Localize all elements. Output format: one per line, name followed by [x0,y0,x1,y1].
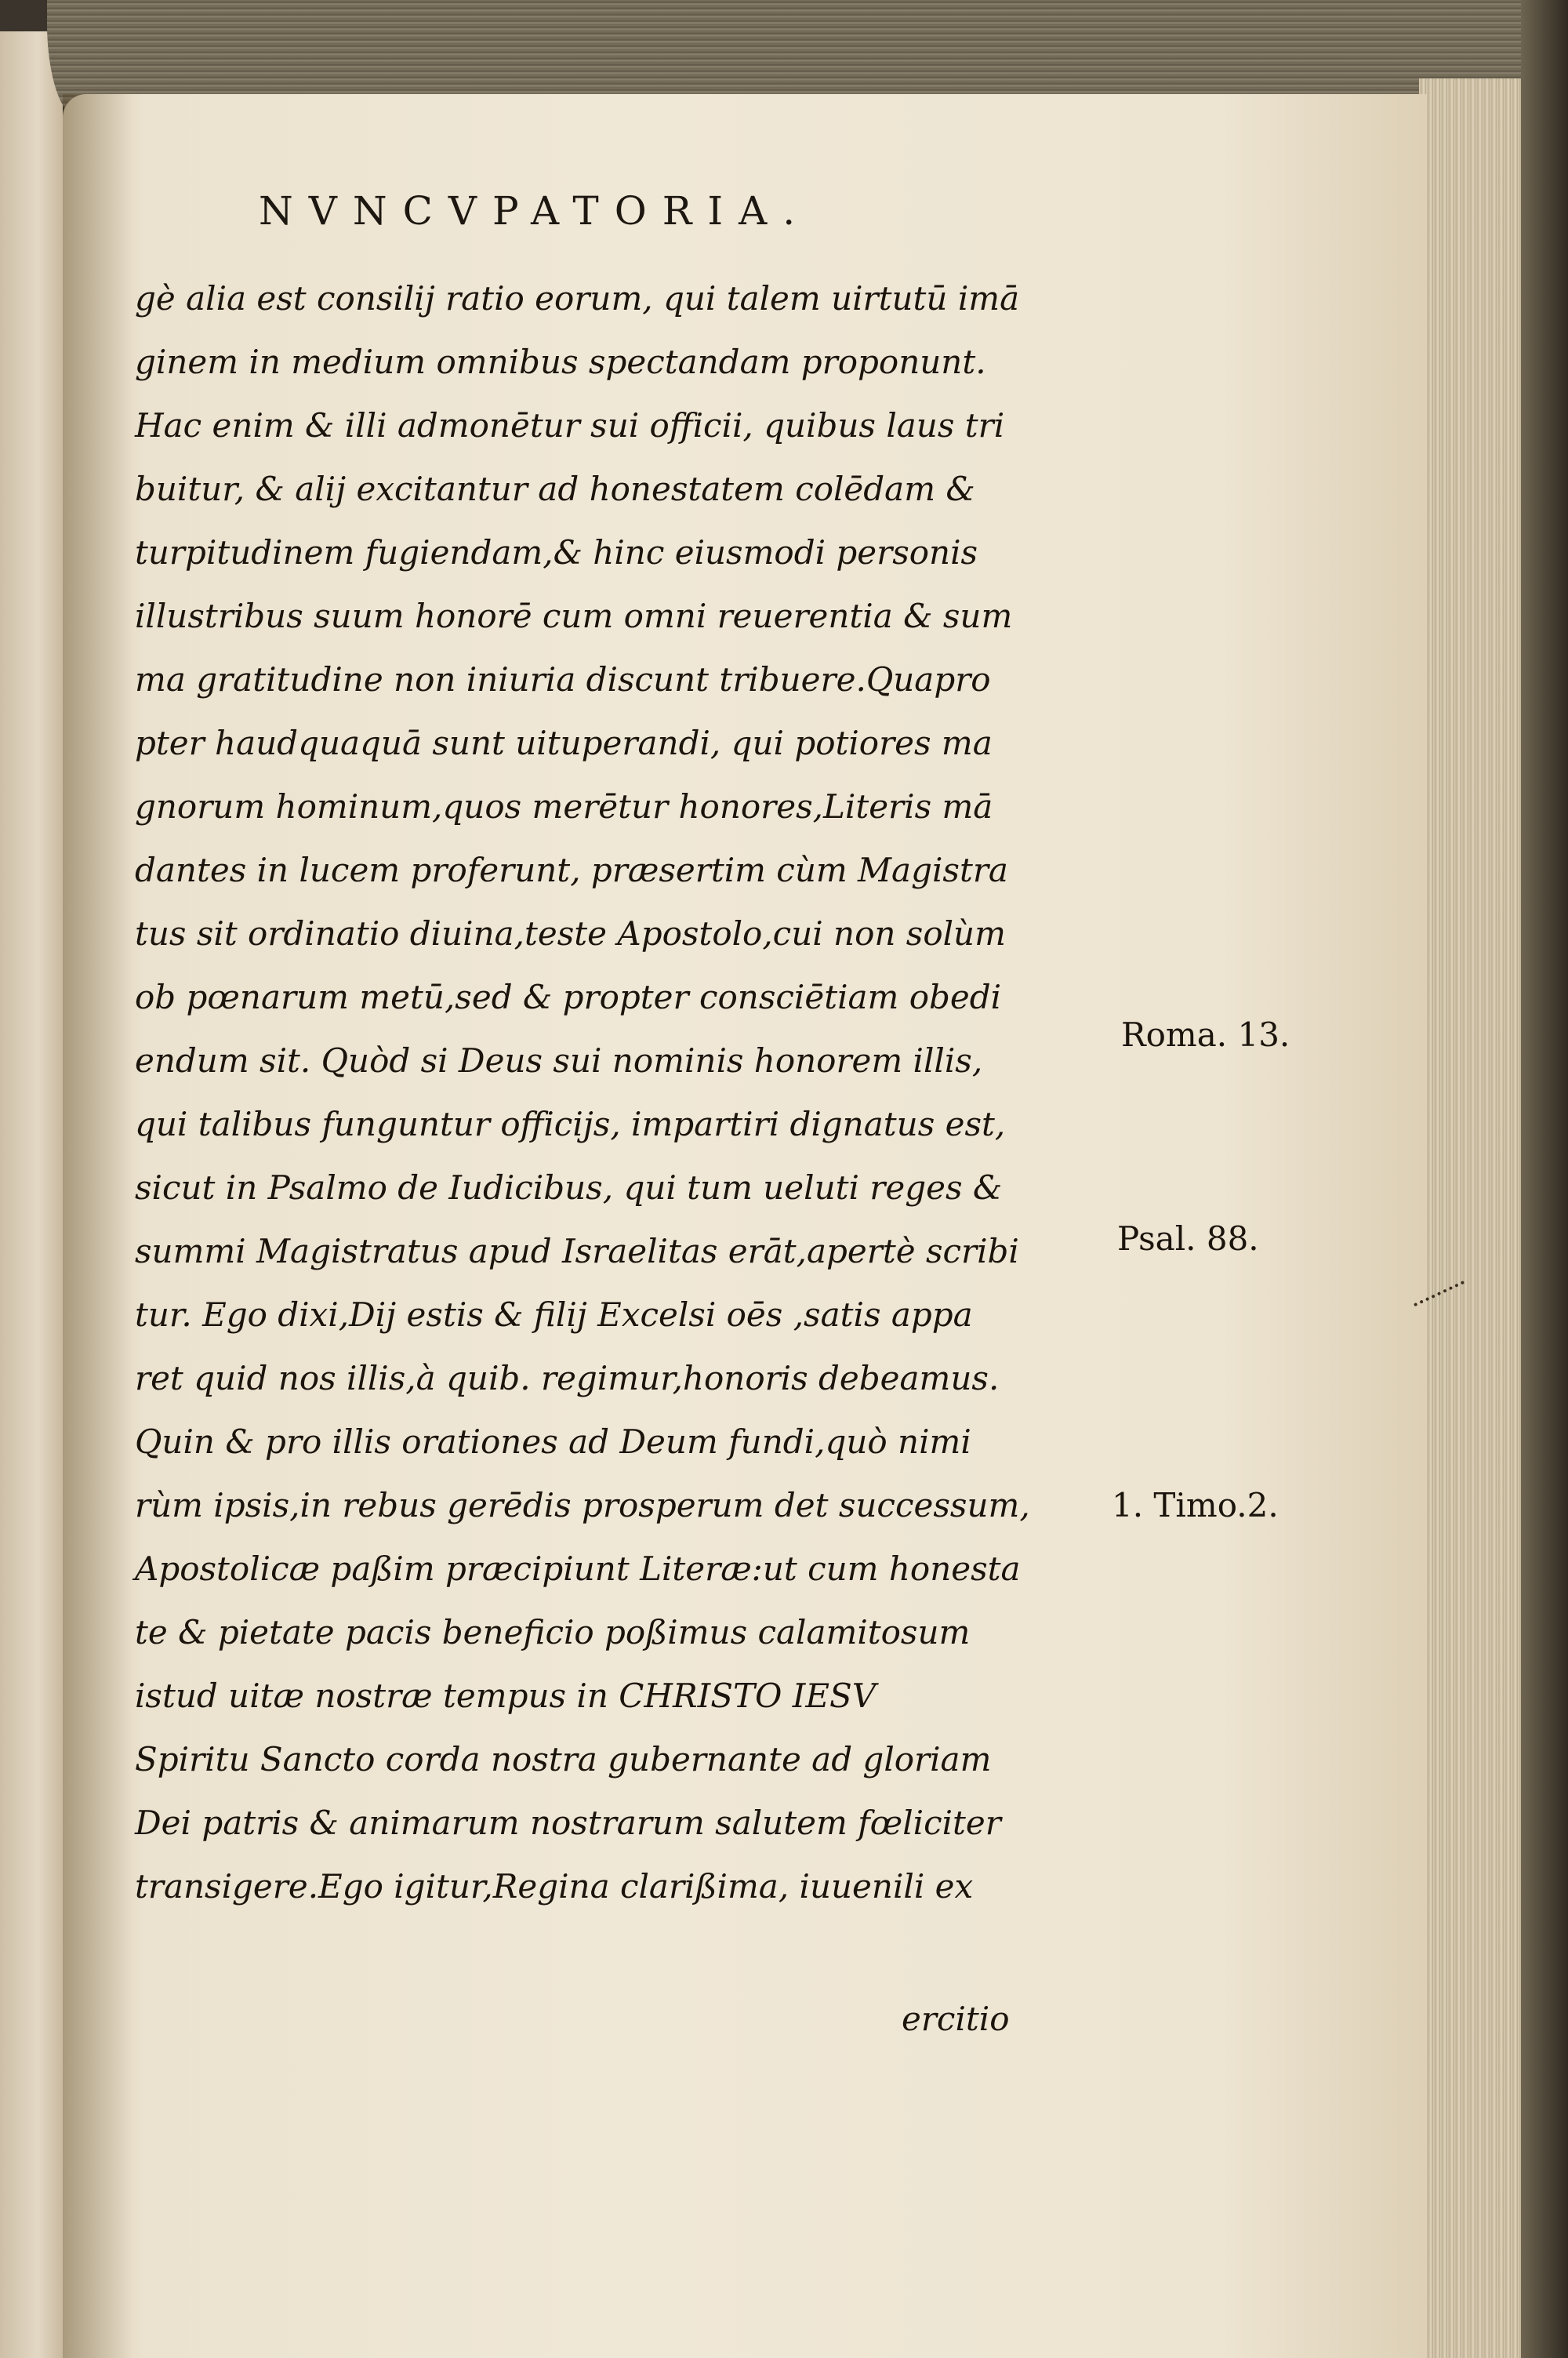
catchword: ercitio [902,2000,1010,2038]
text-line: istud uitæ nostræ tempus in CHRISTO IESV [135,1677,877,1715]
text-line: ret quid nos illis,à quib. regimur,honoris debeamus. [135,1359,1000,1397]
text-line: ginem in medium omnibus spectandam proponunt. [135,343,986,381]
text-line: Spiritu Sancto corda nostra gubernante ad gloriam [135,1740,992,1778]
book-cover-edge [1521,0,1568,2358]
text-line: ob pœnarum metū,sed & propter consciētiam obedi [135,978,1002,1016]
text-line: summi Magistratus apud Israelitas erāt,apertè scribi [135,1232,1019,1270]
text-line: rùm ipsis,in rebus gerēdis prosperum det successum, [135,1486,1030,1524]
text-line: Hac enim & illi admonētur sui officii, quibus laus tri [135,406,1005,445]
running-head: NVNCVPATORIA. [259,188,811,234]
text-line: ma gratitudine non iniuria discunt tribuere.Quapro [135,660,991,699]
text-line: illustribus suum honorē cum omni reuerentia & sum [135,597,1013,635]
text-line: transigere.Ego igitur,Regina clarißima, iuuenili ex [135,1867,974,1906]
text-line: turpitudinem fugiendam,& hinc eiusmodi personis [135,533,978,572]
text-line: te & pietate pacis beneficio poßimus calamitosum [135,1613,971,1651]
text-line: tur. Ego dixi,Dij estis & filij Excelsi oēs ,satis appa [135,1295,973,1334]
text-line: Apostolicæ paßim præcipiunt Literæ:ut cum honesta [135,1550,1021,1588]
text-line: endum sit. Quòd si Deus sui nominis honorem illis, [135,1041,983,1080]
margin-note-romans: Roma. 13. [1121,1016,1290,1054]
gutter-shadow [63,94,133,2358]
text-line: Quin & pro illis orationes ad Deum fundi,quò nimi [135,1422,971,1461]
text-line: pter haudquaquā sunt uituperandi, qui potiores ma [135,724,993,762]
text-line: qui talibus funguntur officijs, impartiri dignatus est, [135,1105,1006,1143]
margin-note-timothy: 1. Timo.2. [1112,1486,1279,1524]
text-line: Dei patris & animarum nostrarum salutem fœliciter [135,1804,1001,1842]
text-line: sicut in Psalmo de Iudicibus, qui tum ueluti reges & [135,1168,1003,1207]
left-facing-page [0,31,63,2358]
text-line: dantes in lucem proferunt, præsertim cùm Magistra [135,851,1008,889]
text-line: gnorum hominum,quos merētur honores,Literis mā [135,787,993,826]
text-line: tus sit ordinatio diuina,teste Apostolo,cui non solùm [135,914,1006,953]
text-line: gè alia est consilij ratio eorum, qui talem uirtutū imā [135,279,1020,318]
text-line: buitur, & alij excitantur ad honestatem colēdam & [135,470,975,508]
margin-note-psalm: Psal. 88. [1117,1219,1259,1258]
body-text [135,267,1099,1918]
